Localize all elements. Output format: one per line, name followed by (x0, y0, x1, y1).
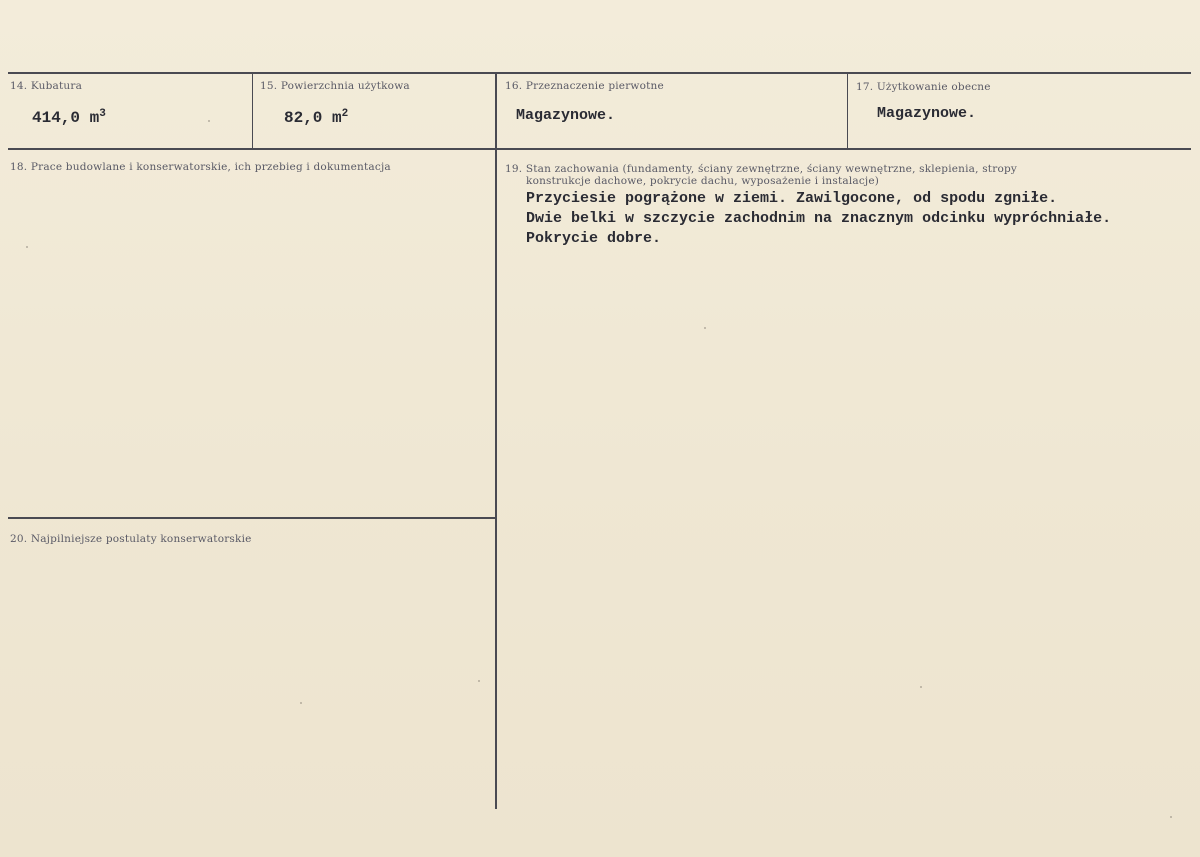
field-15-number: 82,0 m (284, 109, 342, 127)
field-19-line: Dwie belki w szczycie zachodnim na znacznym odcinku wypróchniałe. (526, 210, 1112, 227)
paper-speck (704, 327, 706, 329)
field-14-label: 14. Kubatura (10, 80, 83, 92)
section-18-20-rule (8, 517, 495, 519)
field-19-text (526, 189, 1111, 249)
field-17-label: 17. Użytkowanie obecne (856, 81, 991, 93)
field-15-value (284, 108, 348, 127)
field-19-line: Pokrycie dobre. (526, 230, 662, 247)
divider-left-right (495, 74, 497, 809)
paper-speck (1170, 816, 1172, 818)
field-17-value: Magazynowe. (877, 105, 977, 122)
header-bottom-rule (8, 148, 1191, 150)
field-16-value: Magazynowe. (516, 107, 616, 124)
paper-speck (300, 702, 302, 704)
paper-speck (478, 680, 480, 682)
field-14-exponent: 3 (99, 108, 106, 120)
paper-speck (26, 246, 28, 248)
field-20-label: 20. Najpilniejsze postulaty konserwatorskie (10, 533, 252, 545)
field-14-value (32, 108, 106, 127)
divider-14-15 (252, 74, 253, 148)
field-14-number: 414,0 m (32, 109, 100, 127)
top-rule (8, 72, 1191, 74)
field-16-label: 16. Przeznaczenie pierwotne (505, 80, 664, 92)
field-15-exponent: 2 (341, 108, 349, 120)
paper-speck (208, 120, 210, 122)
field-19-label-line2: konstrukcje dachowe, pokrycie dachu, wyposażenie i instalacje) (526, 175, 880, 187)
field-18-label: 18. Prace budowlane i konserwatorskie, ich przebieg i dokumentacja (10, 161, 391, 173)
field-15-label: 15. Powierzchnia użytkowa (260, 80, 410, 92)
field-19-line: Przyciesie pogrążone w ziemi. Zawilgocone, od spodu zgniłe. (526, 190, 1058, 207)
field-19-label-line1: 19. Stan zachowania (fundamenty, ściany zewnętrzne, ściany wewnętrzne, sklepienia, stropy (505, 163, 1018, 175)
paper-speck (920, 686, 922, 688)
divider-16-17 (847, 74, 848, 148)
